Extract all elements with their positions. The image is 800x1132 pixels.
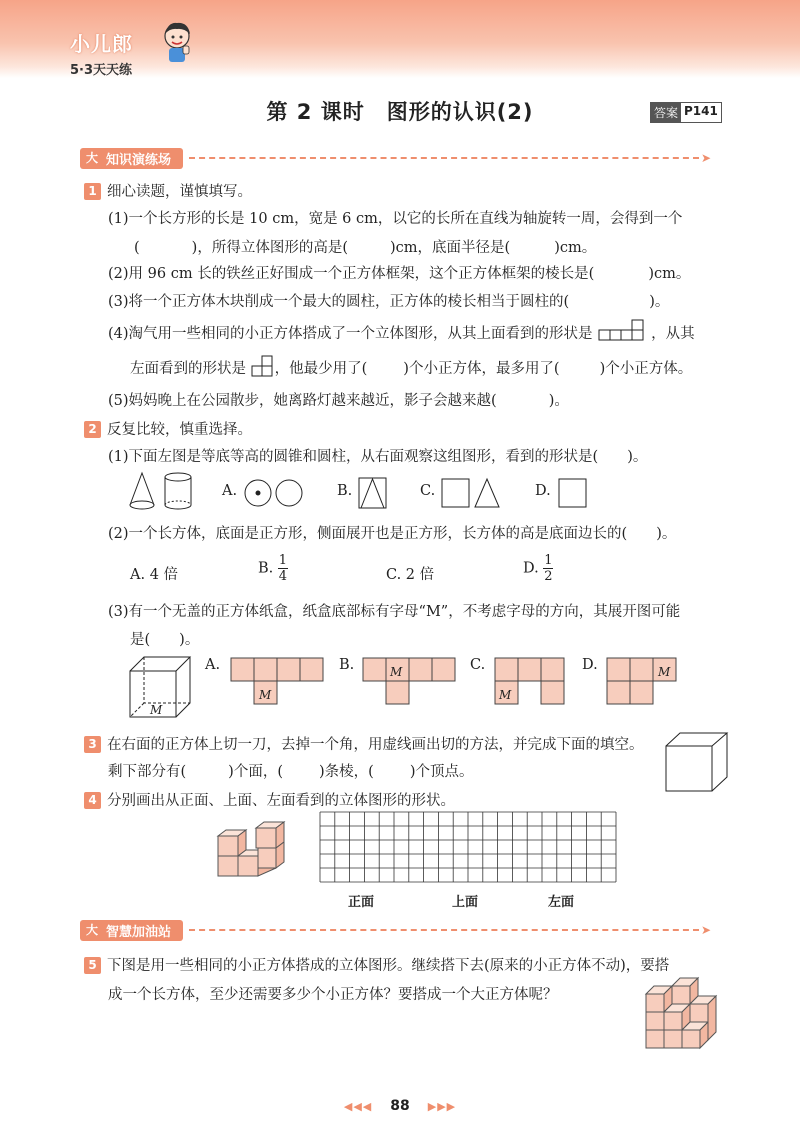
- q2-item-3: (3)有一个无盖的正方体纸盒，纸盒底部标有字母“M”，不考虑字母的方向，其展开图可能: [108, 604, 681, 620]
- top-view-figure: [597, 323, 651, 341]
- q1-item-4: (4)淘气用一些相同的小正方体搭成了一个立体图形，从其上面看到的形状是 ，从其: [108, 322, 695, 343]
- net-option-b: [362, 657, 458, 705]
- option-c-figure: [440, 476, 504, 510]
- option-a-label: A.: [222, 483, 238, 499]
- q1-item-1-cont: ( )，所得立体图形的高是( )cm，底面半径是( )cm。: [134, 240, 597, 256]
- arrow-icon: ➤: [701, 151, 712, 165]
- question-number: 2: [84, 421, 101, 438]
- page-number: 88: [390, 1098, 410, 1114]
- option-d: D. $\frac{1}{2}$: [523, 553, 553, 584]
- q2-item-3-cont: 是( )。: [130, 632, 200, 648]
- section-banner-challenge: [80, 920, 711, 940]
- q1-item-1: (1)一个长方形的长是 10 cm，宽是 6 cm，以它的长所在直线为轴旋转一周，会得到一个: [108, 211, 683, 227]
- option-b-label: B.: [337, 483, 353, 499]
- question-text: 在右面的正方体上切一刀，去掉一个角，用虚线画出切的方法，并完成下面的填空。: [107, 737, 644, 753]
- net-option-d-label: D.: [582, 657, 598, 673]
- answer-reference: [650, 102, 722, 123]
- question-text: 反复比较，慎重选择。: [107, 422, 252, 438]
- net-option-b-label: B.: [339, 657, 355, 673]
- question-3: [84, 733, 644, 754]
- question-number: 5: [84, 957, 101, 974]
- mascot-icon: [160, 20, 194, 64]
- section-title: 大 知识演练场: [80, 148, 183, 169]
- svg-text:M: M: [390, 665, 403, 679]
- question-number: 1: [84, 183, 101, 200]
- svg-text:M: M: [259, 688, 272, 702]
- section-divider: [189, 929, 699, 931]
- q5-cont: 成一个长方体，至少还需要多少个小正方体？要搭成一个大正方体呢？: [108, 987, 558, 1003]
- question-text: 分别画出从正面、上面、左面看到的立体图形的形状。: [107, 793, 455, 809]
- cube-figure: [665, 732, 729, 792]
- drawing-grid: [320, 812, 618, 884]
- option-b: B. $\frac{1}{4}$: [258, 553, 288, 584]
- fraction: $\frac{1}{2}$: [544, 553, 553, 584]
- brand-subtitle: 5·3天天练: [70, 63, 133, 78]
- brand-name: 小儿郎: [70, 32, 133, 56]
- top-view-label: 上面: [452, 895, 479, 910]
- question-2-title: [84, 418, 252, 439]
- option-a-figure: [243, 478, 305, 508]
- q1-item-3: (3)将一个正方体木块削成一个最大的圆柱，正方体的棱长相当于圆柱的( )。: [108, 294, 670, 310]
- arrow-icon: ➤: [701, 923, 712, 937]
- q2-item-1: (1)下面左图是等底等高的圆锥和圆柱，从右面观察这组图形，看到的形状是( )。: [108, 449, 648, 465]
- q2-item-2: (2)一个长方体，底面是正方形，侧面展开也是正方形，长方体的高是底面边长的( )。: [108, 526, 677, 542]
- page-number-footer: [0, 1098, 800, 1114]
- section-title: 大 智慧加油站: [80, 920, 183, 941]
- option-c: C. 2 倍: [386, 567, 435, 583]
- right-arrows-icon: ▶▶▶: [427, 1100, 457, 1113]
- option-a: A. 4 倍: [130, 567, 179, 583]
- front-view-label: 正面: [348, 895, 375, 910]
- cone-cylinder-figure: [128, 470, 198, 512]
- section-banner-practice: [80, 148, 711, 168]
- option-b-figure: [357, 476, 389, 510]
- stair-cubes-figure: [644, 980, 728, 1060]
- question-4: [84, 789, 455, 810]
- option-d-label: D.: [535, 483, 551, 499]
- option-c-label: C.: [420, 483, 436, 499]
- svg-text:M: M: [499, 688, 512, 702]
- option-d-figure: [557, 476, 589, 510]
- question-1-title: [84, 180, 252, 201]
- question-text: 下图是用一些相同的小正方体搭成的立体图形。继续搭下去(原来的小正方体不动)，要搭: [107, 958, 670, 974]
- fraction: $\frac{1}{4}$: [278, 553, 288, 584]
- left-arrows-icon: ◀◀◀: [343, 1100, 373, 1113]
- net-option-d: [606, 657, 678, 705]
- question-number: 3: [84, 736, 101, 753]
- svg-text:M: M: [658, 665, 671, 679]
- svg-text:M: M: [150, 703, 163, 717]
- brand-logo: [70, 28, 133, 78]
- net-option-c-label: C.: [470, 657, 486, 673]
- section-divider: [189, 157, 699, 159]
- net-option-c: [494, 657, 566, 705]
- question-number: 4: [84, 792, 101, 809]
- left-view-figure: [251, 357, 275, 377]
- q3-fill-in: 剩下部分有( )个面，( )条棱，( )个顶点。: [108, 764, 474, 780]
- q1-item-4-cont: 左面看到的形状是 ，他最少用了( )个小正方体，最多用了( )个小正方体。: [130, 357, 692, 378]
- question-text: 细心读题，谨慎填写。: [107, 184, 252, 200]
- q1-item-5: (5)妈妈晚上在公园散步，她离路灯越来越近，影子会越来越( )。: [108, 393, 569, 409]
- stacked-cubes-figure: [216, 820, 288, 880]
- question-5: [84, 954, 669, 975]
- answer-page: P141: [684, 104, 718, 118]
- net-option-a-label: A.: [205, 657, 221, 673]
- open-box-figure: [128, 655, 194, 721]
- q1-item-2: (2)用 96 cm 长的铁丝正好围成一个正方体框架，这个正方体框架的棱长是( )cm。: [108, 266, 691, 282]
- answer-label: 答案: [651, 103, 681, 122]
- net-option-a: [230, 657, 324, 705]
- left-view-label: 左面: [548, 895, 575, 910]
- lesson-title: 第 2 课时 图形的认识(2): [266, 100, 534, 124]
